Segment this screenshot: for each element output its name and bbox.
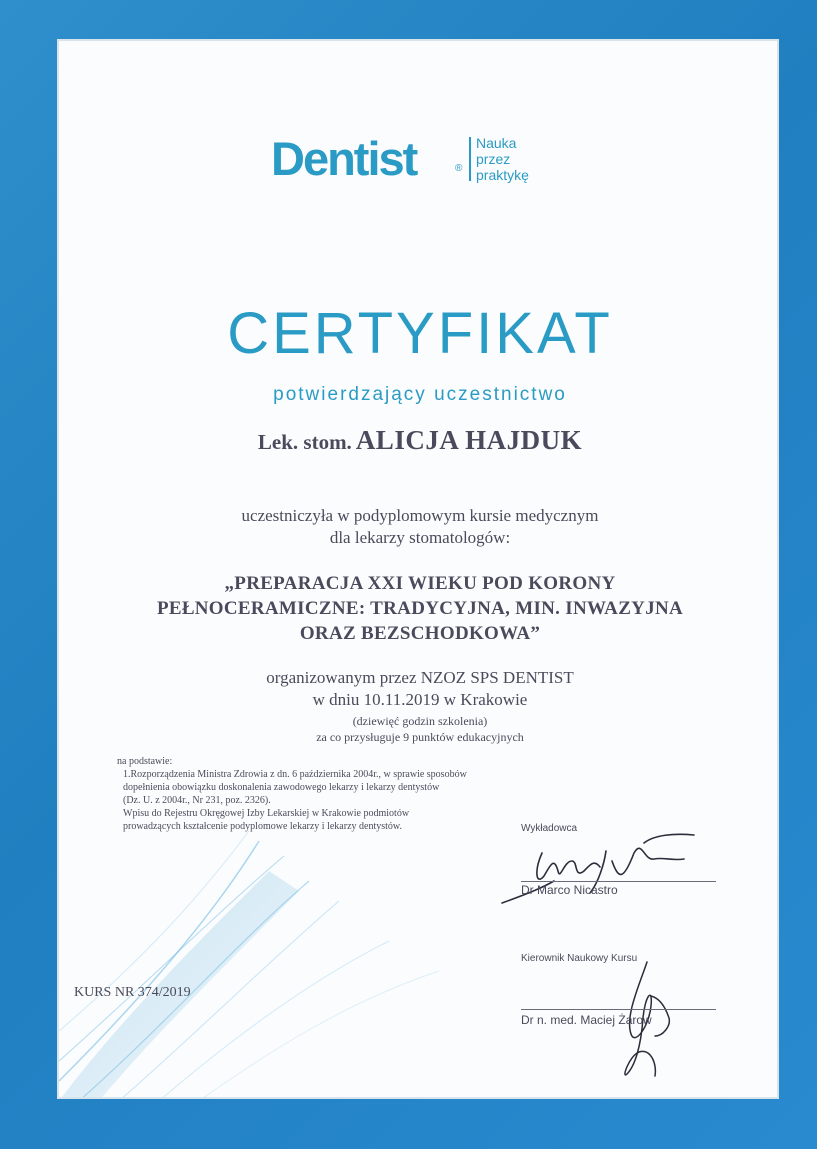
head-label: Kierownik Naukowy Kursu [521,953,638,964]
legal-line: Wpisu do Rejestru Okręgowej Izby Lekarskiej w Krakowie podmiotów [123,808,410,819]
training-hours-text: (dziewięć godzin szkolenia) [352,714,488,728]
legal-basis [117,755,467,833]
recipient-full-name: ALICJA HAJDUK [355,425,583,455]
certificate-title: CERTYFIKAT [227,301,613,366]
legal-line: na podstawie: [117,756,173,767]
logo-brand-text: Dentist [271,132,417,185]
head-signature-line [521,1009,716,1010]
logo-tagline-line: Nauka [476,135,517,151]
legal-line: (Dz. U. z 2004r., Nr 231, poz. 2326). [123,795,271,806]
lecturer-name: Dr Marco Nicastro [521,883,618,897]
recipient-name [59,425,779,456]
participation-text: dla lekarzy stomatologów: [329,528,511,547]
legal-line: dopełnienia obowiązku doskonalenia zawodowego lekarzy i lekarzy dentystów [123,782,440,793]
lecturer-label: Wykładowca [521,823,578,834]
logo-divider [469,137,471,181]
head-name: Dr n. med. Maciej Żarow [521,1013,652,1027]
organizer-text: organizowanym przez NZOZ SPS DENTIST [266,668,574,687]
legal-line: prowadzących kształcenie podyplomowe lekarzy i lekarzy dentystów. [123,821,402,832]
course-title-line: „PREPARACJA XXI WIEKU POD KORONY [224,573,616,594]
logo-tagline [476,135,529,183]
legal-line: 1.Rozporządzenia Ministra Zdrowia z dn. 6 października 2004r., w sprawie sposobów [123,769,467,780]
education-points-text: za co przysługuje 9 punktów edukacyjnych [316,730,524,744]
course-number: KURS NR 374/2019 [74,985,191,1000]
date-location-text: w dniu 10.11.2019 w Krakowie [312,690,528,709]
lecturer-signature-line [521,881,716,882]
participation-text: uczestniczyła w podyplomowym kursie medycznym [241,506,599,525]
logo-tagline-line: praktykę [476,167,529,183]
logo-registered-mark: ® [455,163,463,174]
course-title-line: ORAZ BEZSCHODKOWA” [299,623,541,644]
course-title-line: PEŁNOCERAMICZNE: TRADYCYJNA, MIN. INWAZYJNA [156,598,684,619]
decorative-swirl [59,41,779,1099]
recipient-prefix: Lek. stom. [257,430,352,454]
certificate-subtitle: potwierdzający uczestnictwo [273,384,567,405]
lecturer-signature-icon [494,831,724,911]
certificate-sheet [57,39,779,1099]
logo-tagline-line: przez [476,151,511,167]
